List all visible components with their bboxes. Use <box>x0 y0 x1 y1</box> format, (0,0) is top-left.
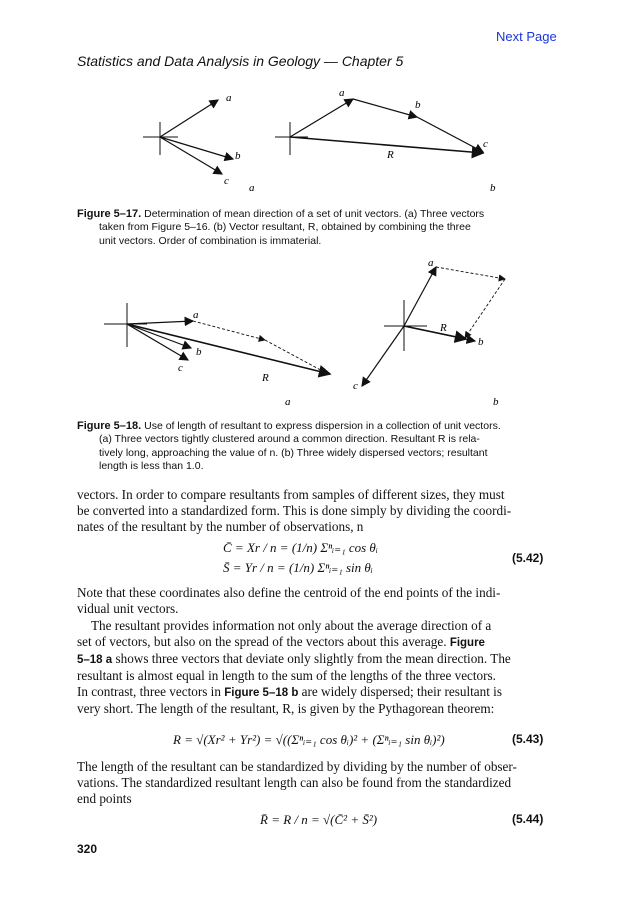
fig18-label-a: a <box>193 309 199 321</box>
paragraph-3 <box>77 618 556 718</box>
equation-5-42-line2: S̄ = Yr / n = (1/n) Σⁿᵢ₌₁ sin θᵢ <box>223 560 373 575</box>
text-line: very short. The length of the resultant, R, is given by the Pythagorean theorem: <box>77 701 495 717</box>
text-line: resultant is almost equal in length to the sum of the lengths of the three vectors. <box>77 668 496 684</box>
figure-reference: Figure 5–18 b <box>224 687 299 700</box>
equation-5-43-number: (5.43) <box>512 732 544 746</box>
text-span: In contrast, three vectors in <box>77 684 221 700</box>
caption-text: tively long, approaching the value of n. (b) Three widely dispersed vectors; resultant <box>99 446 488 459</box>
text-line: be converted into a standardized form. This is done simply by dividing the coordi- <box>77 503 512 519</box>
fig18-panel-a-label: a <box>285 396 291 408</box>
fig18-b-resultant-label: R <box>440 322 447 334</box>
paragraph-2 <box>77 585 556 617</box>
text-line <box>77 634 556 651</box>
equation-5-42-number: (5.42) <box>512 551 544 565</box>
caption-text: unit vectors. Order of combination is immaterial. <box>99 234 322 247</box>
fig17-resultant-label: R <box>387 149 394 161</box>
equation-5-43: R = √(Xr² + Yr²) = √((Σⁿᵢ₌₁ cos θᵢ)² + (Σⁿᵢ₌₁ sin θᵢ)²) <box>173 732 445 747</box>
running-head: Statistics and Data Analysis in Geology — Chapter 5 <box>77 53 404 69</box>
equation-5-42-line1: C̄ = Xr / n = (1/n) Σⁿᵢ₌₁ cos θᵢ <box>223 540 378 555</box>
figure-5-17-caption <box>77 208 555 248</box>
caption-text: (a) Three vectors tightly clustered around a common direction. Resultant R is rela- <box>99 433 480 446</box>
caption-text: length is less than 1.0. <box>99 460 204 473</box>
text-line: Note that these coordinates also define the centroid of the end points of the indi- <box>77 585 501 600</box>
fig17-chain-label-a: a <box>339 87 345 99</box>
figure-reference: Figure <box>449 637 485 650</box>
equation-5-44-number: (5.44) <box>512 812 544 826</box>
text-span: are widely dispersed; their resultant is <box>301 684 502 700</box>
fig18-panel-b-label: b <box>493 396 499 408</box>
text-line: vations. The standardized resultant length can also be found from the standardized <box>77 775 512 791</box>
next-page-link[interactable]: Next Page <box>496 29 557 44</box>
caption-text: Determination of mean direction of a set of unit vectors. (a) Three vectors <box>144 208 485 220</box>
text-line: vidual unit vectors. <box>77 601 179 617</box>
figure-5-18-label: Figure 5–18. <box>77 420 142 432</box>
fig18-b-label-a: a <box>428 257 434 269</box>
text-span: set of vectors, but also on the spread of the vectors about this average. <box>77 634 447 650</box>
fig17-label-a: a <box>226 92 232 104</box>
fig18-resultant-label: R <box>262 372 269 384</box>
fig17-panel-a-vectors <box>143 100 233 174</box>
fig17-label-b: b <box>235 150 241 162</box>
text-line: The resultant provides information not only about the average direction of a <box>91 618 492 633</box>
page-number: 320 <box>77 842 98 856</box>
text-line: The length of the resultant can be standardized by dividing by the number of obser- <box>77 759 517 774</box>
text-span: shows three vectors that deviate only slightly from the mean direction. The <box>115 651 511 667</box>
figure-5-18-caption <box>77 420 555 474</box>
text-line: nates of the resultant by the number of observations, n <box>77 519 364 535</box>
fig18-b-label-b: b <box>478 336 484 348</box>
fig18-panel-b-vectors <box>362 267 505 386</box>
text-line: vectors. In order to compare resultants from samples of different sizes, they must <box>77 487 505 502</box>
fig18-label-b: b <box>196 346 202 358</box>
fig17-chain-label-c: c <box>483 138 488 150</box>
figure-5-17-diagram <box>0 80 629 200</box>
figure-5-17-label: Figure 5–17. <box>77 208 142 220</box>
fig17-panel-b-label: b <box>490 182 496 194</box>
fig18-b-label-c: c <box>353 380 358 392</box>
figure-reference: 5–18 a <box>77 654 113 667</box>
text-line <box>77 684 556 701</box>
caption-text: Use of length of resultant to express dispersion in a collection of unit vectors. <box>144 420 501 432</box>
fig17-chain-label-b: b <box>415 99 421 111</box>
fig17-label-c: c <box>224 175 229 187</box>
equation-5-44: R̄ = R / n = √(C̄² + S̄²) <box>260 812 378 827</box>
fig17-panel-b-vectors <box>275 99 483 155</box>
caption-text: taken from Figure 5–16. (b) Vector resultant, R, obtained by combining the three <box>99 221 471 234</box>
text-line <box>77 651 556 668</box>
text-line: end points <box>77 791 132 807</box>
fig17-panel-a-label: a <box>249 182 255 194</box>
paragraph-4 <box>77 759 556 807</box>
figure-5-18-diagram <box>0 255 629 415</box>
fig18-panel-a-vectors <box>104 303 330 374</box>
paragraph-1 <box>77 487 556 535</box>
fig18-label-c: c <box>178 362 183 374</box>
